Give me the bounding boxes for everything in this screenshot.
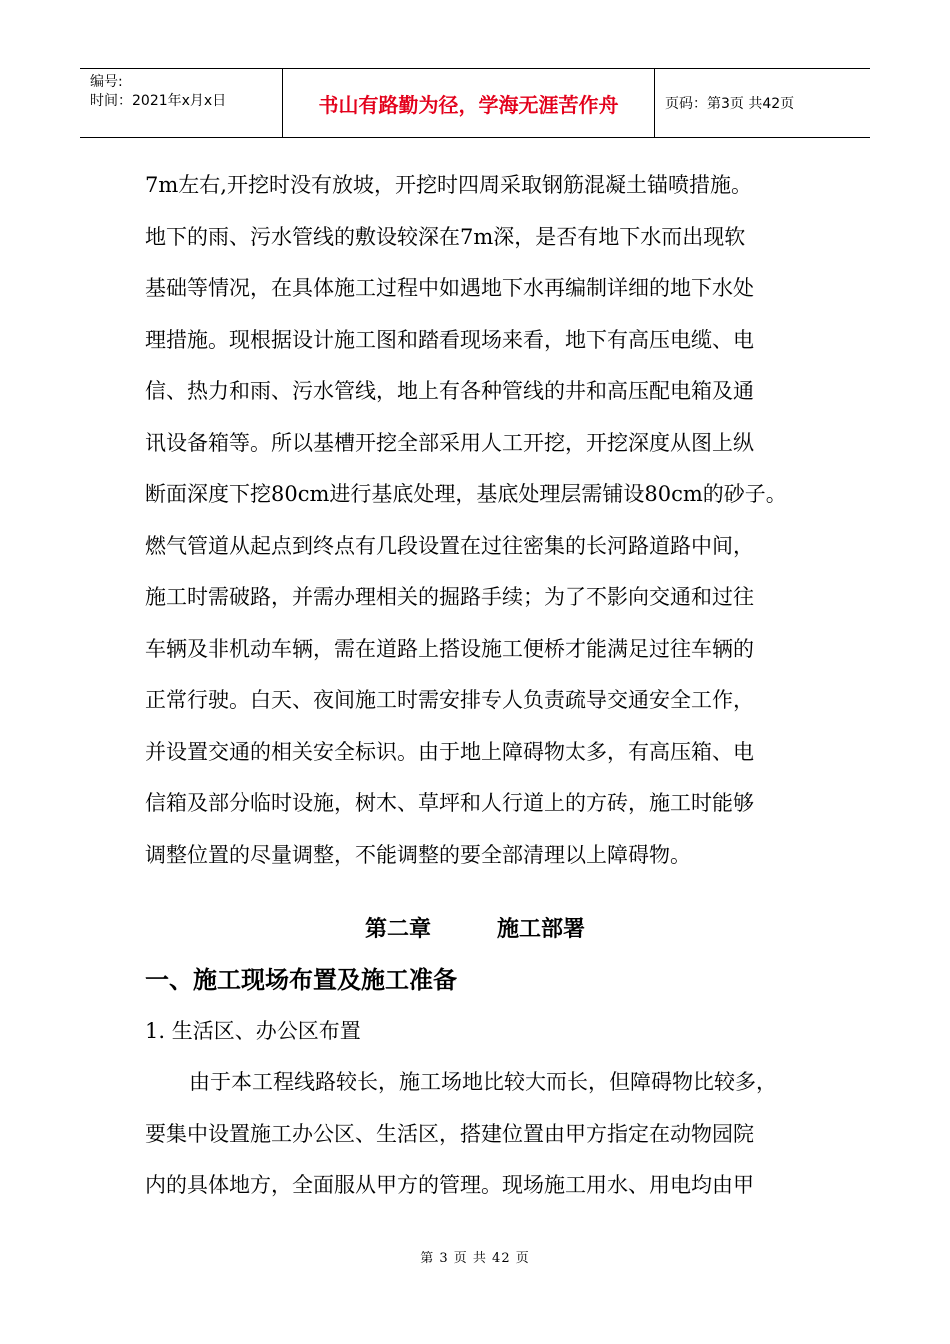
chapter-heading [0,912,950,943]
document-date: 时间：2021年x月x日 [90,93,227,109]
body-line: 理措施。现根据设计施工图和踏看现场来看，地下有高压电缆、电 [145,327,754,352]
body-line: 施工时需破路，并需办理相关的掘路手续；为了不影向交通和过往 [145,585,754,609]
chapter-number: 第二章 [364,917,431,942]
body-line: 讯设备箱等。所以基槽开挖全部采用人工开挖，开挖深度从图上纵 [145,430,754,455]
body-line: 信、热力和雨、污水管线，地上有各种管线的井和高压配电箱及通 [145,379,754,403]
body-line: 7m左右,开挖时没有放坡，开挖时四周采取钢筋混凝土锚喷措施。 [145,173,752,197]
subsection-paragraph [145,1057,825,1212]
body-paragraph [145,160,825,881]
body-line: 车辆及非机动车辆，需在道路上搭设施工便桥才能满足过往车辆的 [145,636,754,661]
header-motto: 书山有路勤为径，学海无涯苦作舟 [283,69,655,137]
body-line: 并设置交通的相关安全标识。由于地上障碍物太多，有高压箱、电 [145,739,754,764]
body-line: 调整位置的尽量调整，不能调整的要全部清理以上障碍物。 [145,842,691,867]
page-header [80,68,870,138]
paragraph-line: 要集中设置施工办公区、生活区，搭建位置由甲方指定在动物园院 [145,1121,754,1146]
body-line: 信箱及部分临时设施，树木、草坪和人行道上的方砖，施工时能够 [145,791,754,815]
body-line: 正常行驶。白天、夜间施工时需安排专人负责疏导交通安全工作， [145,688,754,712]
header-page-info: 页码：第3页 共42页 [665,96,795,112]
page-footer: 第 3 页 共 42 页 [420,1251,530,1266]
body-line: 断面深度下挖80cm进行基底处理，基底处理层需铺设80cm的砂子。 [145,482,787,506]
header-meta [80,69,283,137]
body-line: 基础等情况，在具体施工过程中如遇地下水再编制详细的地下水处 [145,276,754,300]
section-heading: 一、施工现场布置及施工准备 [145,966,457,994]
body-line: 燃气管道从起点到终点有几段设置在过往密集的长河路道路中间， [145,533,754,558]
document-number-label: 编号: [90,74,123,90]
body-line: 地下的雨、污水管线的敷设较深在7m深，是否有地下水而出现软 [145,224,746,249]
paragraph-line: 内的具体地方，全面服从甲方的管理。现场施工用水、用电均由甲 [145,1173,754,1197]
chapter-title: 施工部署 [497,917,586,942]
paragraph-line: 由于本工程线路较长，施工场地比较大而长，但障碍物比较多， [189,1070,777,1094]
subsection-heading: 1. 生活区、办公区布置 [145,1019,361,1043]
